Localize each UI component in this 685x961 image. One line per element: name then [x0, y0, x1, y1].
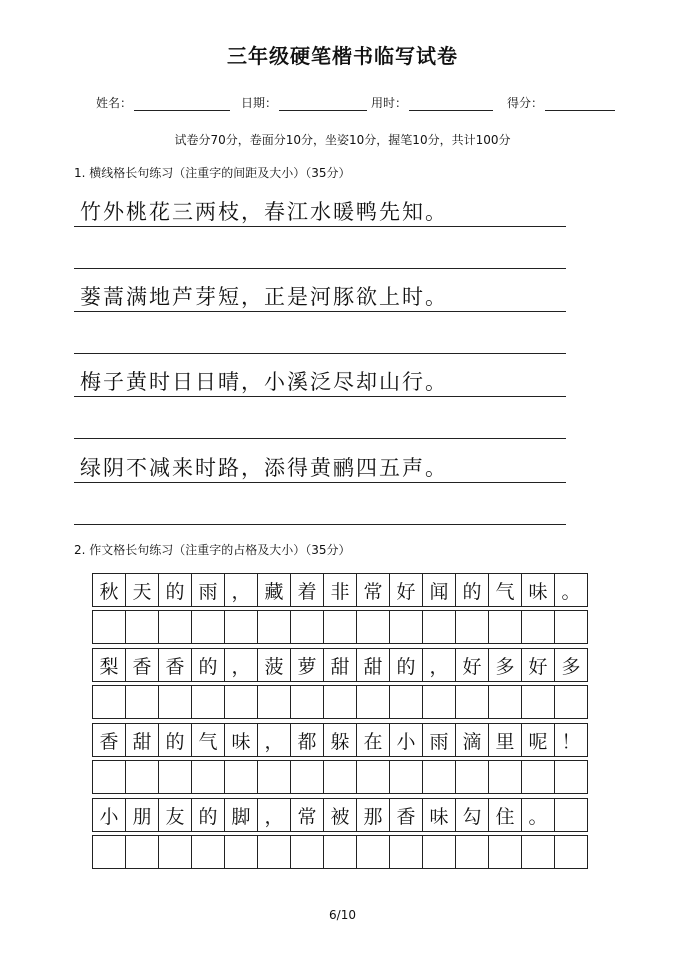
practice-cell[interactable]: [126, 611, 159, 644]
grid-cell: 的: [390, 649, 423, 682]
grid-cell: 非: [324, 574, 357, 607]
ruled-line: [74, 396, 566, 397]
practice-cell[interactable]: [357, 686, 390, 719]
practice-cell[interactable]: [456, 611, 489, 644]
practice-cell[interactable]: [390, 761, 423, 794]
grid-cell: 多: [555, 649, 588, 682]
practice-cell[interactable]: [93, 686, 126, 719]
practice-cell[interactable]: [258, 686, 291, 719]
practice-line[interactable]: [74, 438, 566, 439]
practice-cell[interactable]: [159, 611, 192, 644]
practice-cell[interactable]: [159, 686, 192, 719]
grid-cell: ，: [258, 724, 291, 757]
date-label: 日期：: [241, 96, 278, 110]
practice-cell[interactable]: [456, 761, 489, 794]
time-blank[interactable]: [409, 95, 493, 111]
scoring-note: 试卷分70分，卷面分10分，坐姿10分，握笔10分，共计100分: [174, 133, 511, 147]
info-row: [0, 94, 685, 116]
page-number: 6/10: [329, 908, 356, 922]
practice-cell[interactable]: [489, 611, 522, 644]
ruled-line: [74, 311, 566, 312]
grid-cell: 躲: [324, 724, 357, 757]
practice-cell[interactable]: [390, 686, 423, 719]
ruled-line-group: [74, 190, 566, 270]
practice-cell[interactable]: [159, 761, 192, 794]
score-label: 得分：: [507, 96, 544, 110]
grid-cell: 常: [291, 799, 324, 832]
name-label: 姓名：: [96, 96, 133, 110]
practice-cell[interactable]: [192, 761, 225, 794]
practice-cell[interactable]: [489, 836, 522, 869]
practice-cell[interactable]: [225, 761, 258, 794]
grid-cell: 气: [192, 724, 225, 757]
practice-cell[interactable]: [192, 836, 225, 869]
practice-cell[interactable]: [93, 611, 126, 644]
grid-cell: 香: [390, 799, 423, 832]
grid-text-row: [92, 723, 588, 757]
practice-cell[interactable]: [225, 836, 258, 869]
grid-cell: 那: [357, 799, 390, 832]
grid-cell: 藏: [258, 574, 291, 607]
grid-cell: 多: [489, 649, 522, 682]
practice-cell[interactable]: [522, 836, 555, 869]
ruled-line: [74, 482, 566, 483]
practice-cell[interactable]: [324, 761, 357, 794]
practice-cell[interactable]: [423, 686, 456, 719]
practice-cell[interactable]: [126, 836, 159, 869]
grid-cell: 着: [291, 574, 324, 607]
grid-practice-row: [92, 610, 588, 644]
ruled-sentence: 绿阴不减来时路，添得黄鹂四五声。: [80, 456, 448, 480]
practice-cell[interactable]: [456, 836, 489, 869]
grid-cell: 住: [489, 799, 522, 832]
grid-cell: 雨: [423, 724, 456, 757]
grid-cell: 香: [93, 724, 126, 757]
practice-cell[interactable]: [489, 686, 522, 719]
grid-cell: 小: [390, 724, 423, 757]
grid-cell: 好: [390, 574, 423, 607]
page-title: 三年级硬笔楷书临写试卷: [227, 44, 458, 68]
grid-cell: 味: [522, 574, 555, 607]
ruled-sentence: 竹外桃花三两枝，春江水暖鸭先知。: [80, 200, 448, 224]
practice-cell[interactable]: [357, 836, 390, 869]
practice-cell[interactable]: [357, 611, 390, 644]
grid-cell: 滴: [456, 724, 489, 757]
practice-cell[interactable]: [489, 761, 522, 794]
grid-cell: 被: [324, 799, 357, 832]
grid-cell: 勾: [456, 799, 489, 832]
grid-cell: 味: [423, 799, 456, 832]
ruled-sentence: 蒌蒿满地芦芽短，正是河豚欲上时。: [80, 285, 448, 309]
grid-cell: 秋: [93, 574, 126, 607]
practice-cell[interactable]: [159, 836, 192, 869]
practice-cell[interactable]: [357, 761, 390, 794]
grid-cell: 的: [456, 574, 489, 607]
grid-cell: 甜: [126, 724, 159, 757]
practice-cell[interactable]: [522, 686, 555, 719]
practice-cell[interactable]: [423, 836, 456, 869]
practice-cell[interactable]: [93, 761, 126, 794]
score-blank[interactable]: [545, 95, 615, 111]
grid-text-row: [92, 798, 588, 832]
practice-cell[interactable]: [225, 611, 258, 644]
practice-cell[interactable]: [192, 686, 225, 719]
grid-cell: ！: [555, 724, 588, 757]
time-label: 用时：: [371, 96, 408, 110]
grid-cell: 小: [93, 799, 126, 832]
grid-cell: 甜: [324, 649, 357, 682]
grid-cell: 。: [522, 799, 555, 832]
practice-cell[interactable]: [291, 761, 324, 794]
practice-line[interactable]: [74, 524, 566, 525]
grid-cell: 天: [126, 574, 159, 607]
grid-cell: 脚: [225, 799, 258, 832]
grid-cell: 香: [159, 649, 192, 682]
grid-cell: 都: [291, 724, 324, 757]
grid-cell: 在: [357, 724, 390, 757]
grid-cell: ，: [225, 574, 258, 607]
grid-cell: 好: [456, 649, 489, 682]
grid-cell: ，: [258, 799, 291, 832]
grid-cell: 的: [159, 574, 192, 607]
grid-cell: 常: [357, 574, 390, 607]
practice-cell[interactable]: [258, 761, 291, 794]
score-field[interactable]: [507, 94, 615, 111]
practice-line[interactable]: [74, 268, 566, 269]
practice-cell[interactable]: [390, 836, 423, 869]
practice-cell[interactable]: [126, 761, 159, 794]
practice-cell[interactable]: [258, 836, 291, 869]
practice-cell[interactable]: [522, 761, 555, 794]
grid-cell: [555, 799, 588, 832]
practice-cell[interactable]: [555, 761, 588, 794]
practice-cell[interactable]: [291, 611, 324, 644]
date-blank[interactable]: [279, 95, 367, 111]
date-field[interactable]: [241, 94, 367, 111]
grid-practice-row: [92, 835, 588, 869]
grid-cell: 萝: [291, 649, 324, 682]
grid-cell: 的: [192, 649, 225, 682]
practice-cell[interactable]: [291, 836, 324, 869]
practice-cell[interactable]: [324, 611, 357, 644]
grid-cell: 香: [126, 649, 159, 682]
name-field[interactable]: [96, 94, 230, 111]
practice-cell[interactable]: [258, 611, 291, 644]
time-field[interactable]: [371, 94, 493, 111]
section1-title: 1. 横线格长句练习（注重字的间距及大小）（35分）: [74, 166, 351, 180]
grid-text-row: [92, 573, 588, 607]
grid-cell: ，: [423, 649, 456, 682]
grid-text-row: [92, 648, 588, 682]
grid-cell: ，: [225, 649, 258, 682]
grid-cell: 朋: [126, 799, 159, 832]
practice-cell[interactable]: [192, 611, 225, 644]
practice-cell[interactable]: [423, 611, 456, 644]
section2-title: 2. 作文格长句练习（注重字的占格及大小）（35分）: [74, 543, 351, 557]
grid-cell: 的: [192, 799, 225, 832]
grid-cell: 梨: [93, 649, 126, 682]
grid-practice-row: [92, 685, 588, 719]
practice-cell[interactable]: [225, 686, 258, 719]
grid-cell: 雨: [192, 574, 225, 607]
ruled-line-group: [74, 446, 566, 526]
practice-cell[interactable]: [555, 611, 588, 644]
practice-cell[interactable]: [390, 611, 423, 644]
grid-cell: 气: [489, 574, 522, 607]
grid-cell: 里: [489, 724, 522, 757]
practice-cell[interactable]: [324, 686, 357, 719]
name-blank[interactable]: [134, 95, 230, 111]
grid-cell: 菠: [258, 649, 291, 682]
practice-cell[interactable]: [423, 761, 456, 794]
ruled-line-group: [74, 275, 566, 355]
practice-cell[interactable]: [522, 611, 555, 644]
practice-cell[interactable]: [126, 686, 159, 719]
grid-cell: 呢: [522, 724, 555, 757]
grid-cell: 。: [555, 574, 588, 607]
grid-cell: 的: [159, 724, 192, 757]
grid-cell: 友: [159, 799, 192, 832]
grid-cell: 好: [522, 649, 555, 682]
practice-line[interactable]: [74, 353, 566, 354]
ruled-sentence: 梅子黄时日日晴，小溪泛尽却山行。: [80, 370, 448, 394]
grid-cell: 甜: [357, 649, 390, 682]
practice-cell[interactable]: [456, 686, 489, 719]
ruled-line-group: [74, 360, 566, 440]
practice-cell[interactable]: [324, 836, 357, 869]
grid-practice-row: [92, 760, 588, 794]
practice-cell[interactable]: [291, 686, 324, 719]
grid-cell: 闻: [423, 574, 456, 607]
grid-cell: 味: [225, 724, 258, 757]
practice-cell[interactable]: [555, 836, 588, 869]
ruled-line: [74, 226, 566, 227]
practice-cell[interactable]: [555, 686, 588, 719]
practice-cell[interactable]: [93, 836, 126, 869]
